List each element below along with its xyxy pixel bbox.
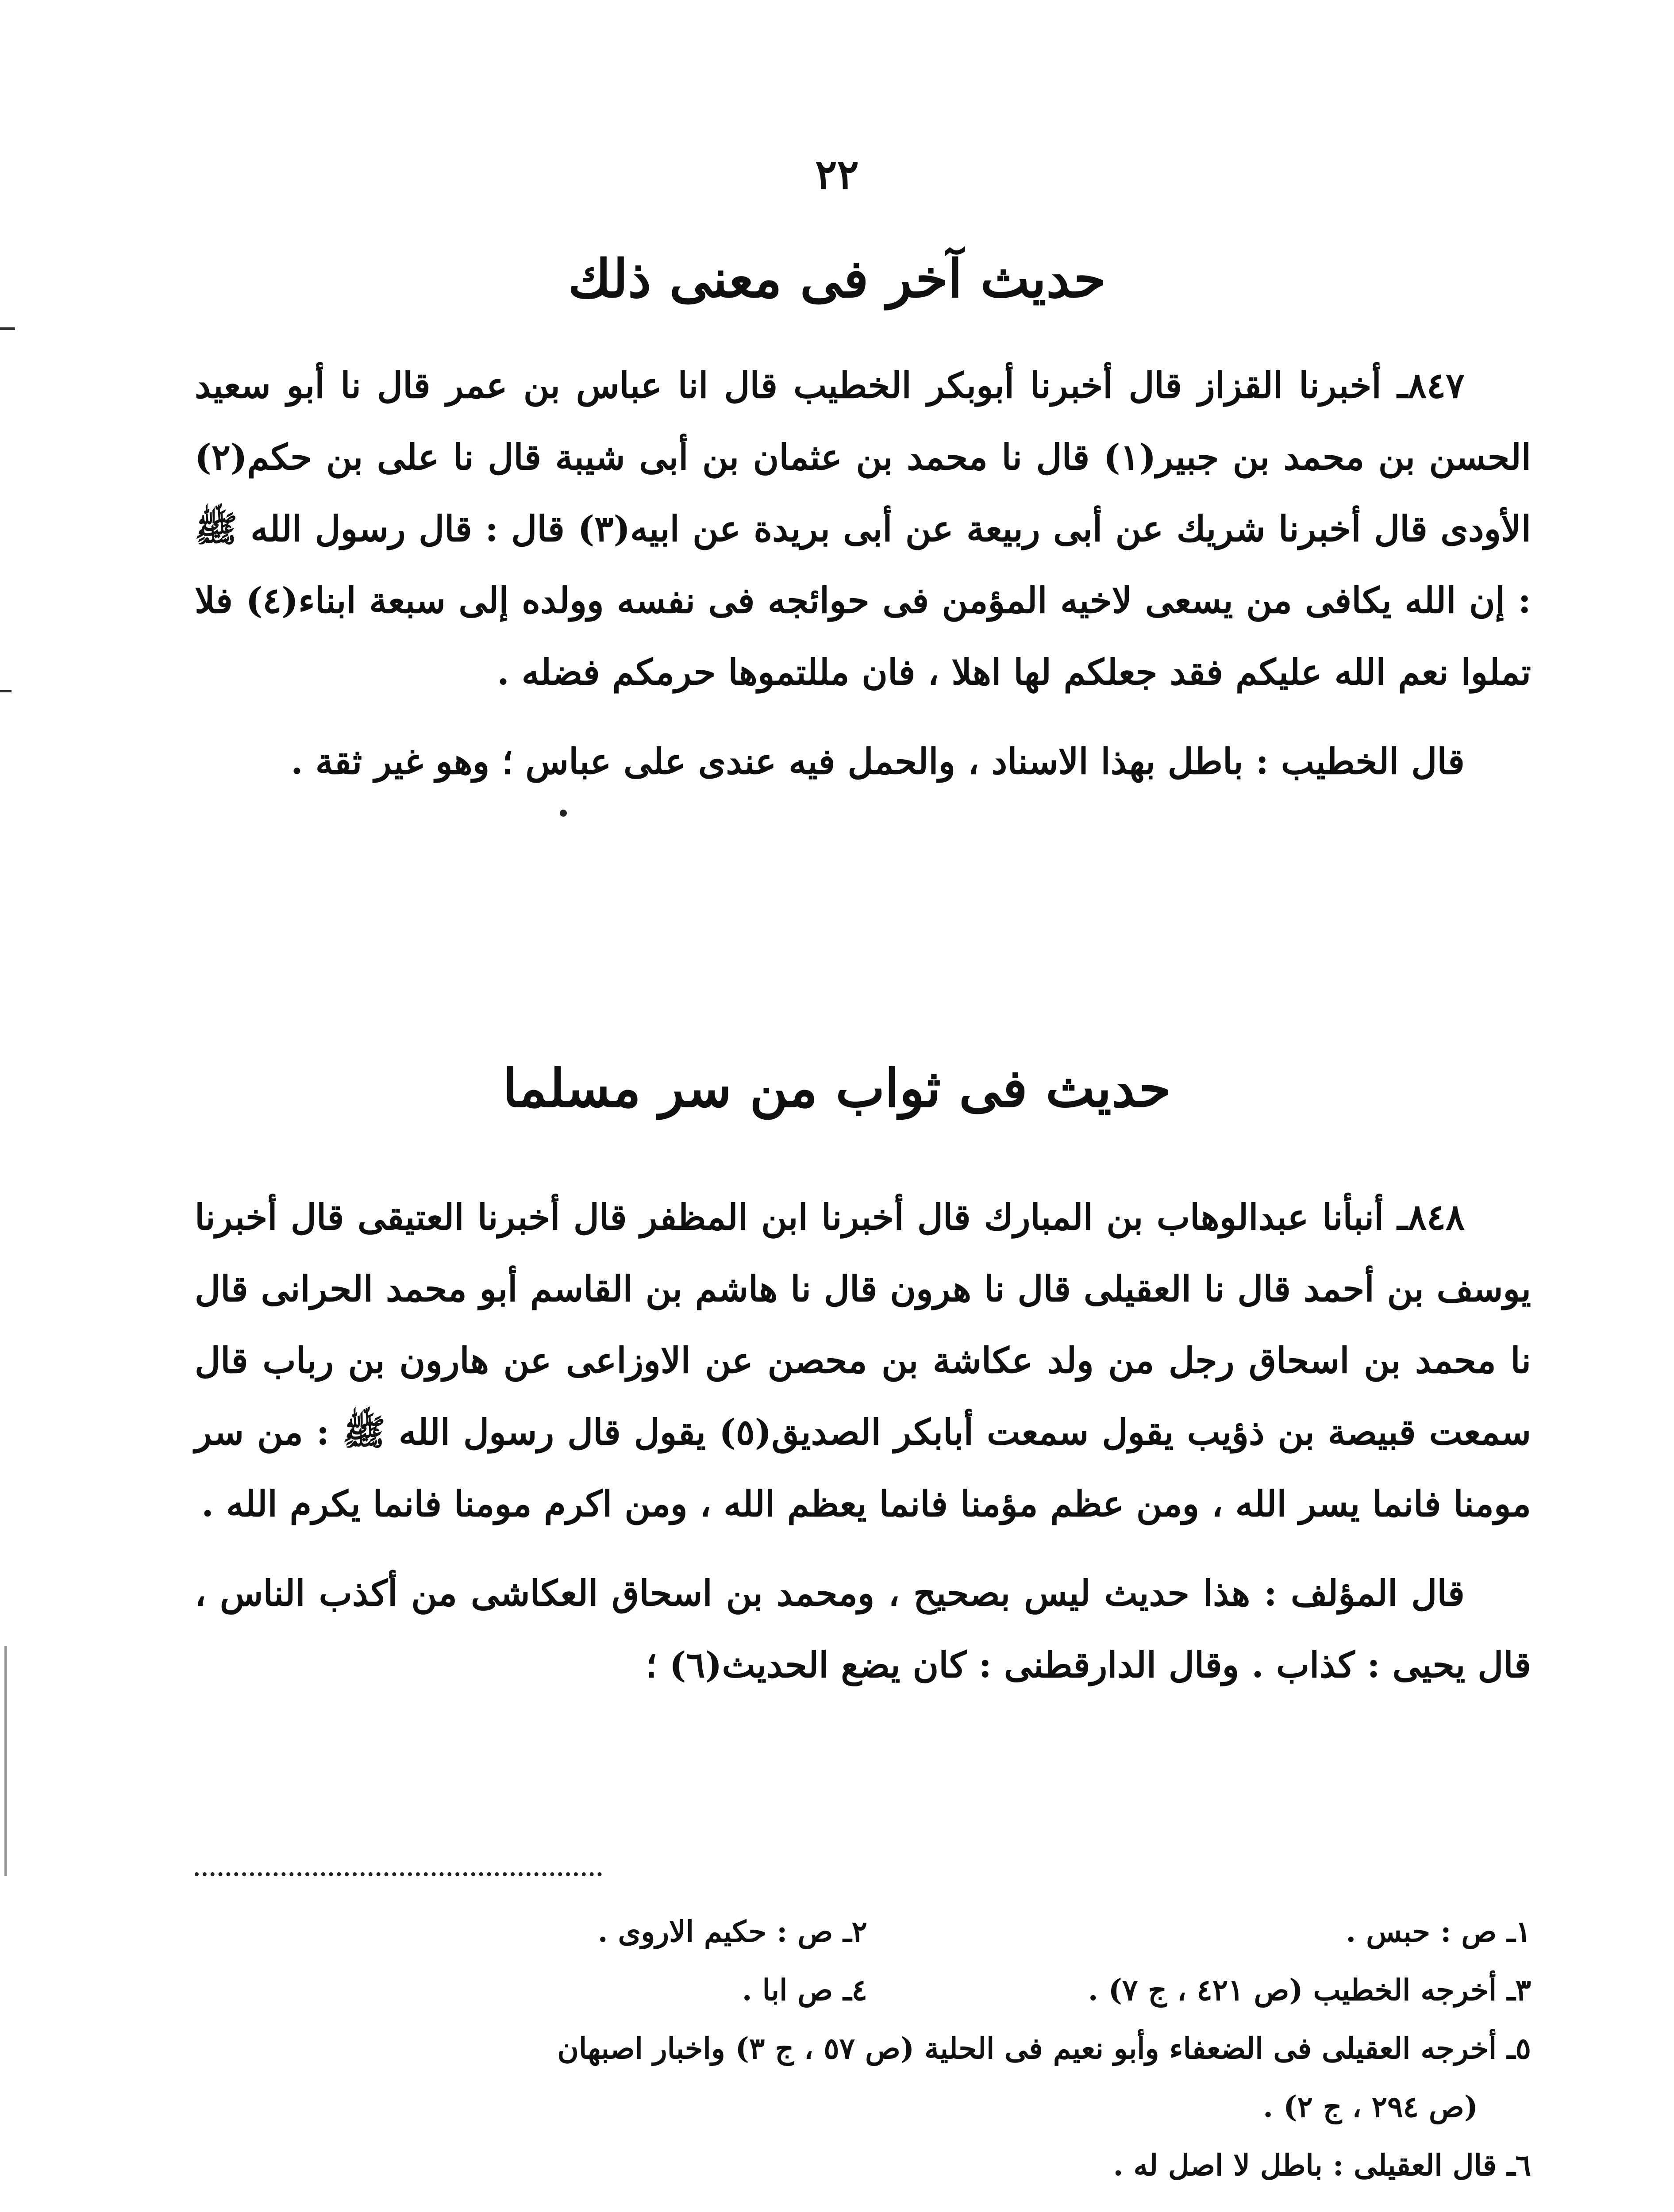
- scan-edge-mark: [0, 690, 12, 692]
- footnote-6: ٦ـ قال العقيلى : باطل لا اصل له .: [1113, 2148, 1531, 2182]
- stray-dot-mark: [560, 810, 567, 817]
- footnote-3: ٣ـ أخرجه الخطيب (ص ٤٢١ ، ج ٧) .: [1088, 1973, 1531, 2007]
- footnote-divider: [195, 1872, 602, 1876]
- footnote-row-2: [195, 1961, 1531, 2019]
- page-number: ٢٢: [815, 150, 859, 198]
- section-body-2: [195, 1181, 1531, 1701]
- section-body-1: [195, 349, 1531, 797]
- footnotes: [195, 1902, 1531, 2194]
- khatib-comment: قال الخطيب : باطل بهذا الاسناد ، والحمل فيه عندى على عباس ؛ وهو غير ثقة .: [290, 741, 1465, 782]
- footnote-5: ٥ـ أخرجه العقيلى فى الضعفاء وأبو نعيم فى الحلية (ص ٥٧ ، ج ٣) واخبار اصبهان: [557, 2031, 1531, 2066]
- footnote-5-continuation: (ص ٢٩٤ ، ج ٢) .: [1263, 2089, 1478, 2124]
- scan-edge-mark: [0, 327, 15, 330]
- section-heading-2: حديث فى ثواب من سر مسلما: [503, 1057, 1171, 1119]
- hadith-847: ٨٤٧ـ أخبرنا القزاز قال أخبرنا أبوبكر الخطيب قال انا عباس بن عمر قال نا أبو سعيد الحسن بن محمد بن جبير(١) قال نا محمد بن عثمان بن أبى شيبة قال نا على بن حكم(٢) الأودى قال أخبرنا شريك عن أبى ربيعة عن أبى بريدة عن ابيه(٣) قال : قال رسول الله ﷺ : إن الله يكافى من يسعى لاخيه المؤمن فى حوائجه فى نفسه وولده إلى سبعة ابناء(٤) فلا تملوا نعم الله عليكم فقد جعلكم لها اهلا ، فان مللتموها حرمكم فضله .: [195, 365, 1532, 693]
- footnote-row-1: [195, 1902, 1531, 1961]
- footnote-2: ٢ـ ص : حكيم الاروى .: [597, 1914, 867, 1949]
- section-heading-1: حديث آخر فى معنى ذلك: [568, 248, 1106, 309]
- footnote-1: ١ـ ص : حبس .: [1346, 1914, 1531, 1949]
- scan-edge-line: [4, 1646, 7, 1876]
- author-comment: قال المؤلف : هذا حديث ليس بصحيح ، ومحمد بن اسحاق العكاشى من أكذب الناس ، قال يحيى : كذاب . وقال الدارقطنى : كان يضع الحديث(٦) ؛: [195, 1572, 1531, 1686]
- hadith-848: ٨٤٨ـ أنبأنا عبدالوهاب بن المبارك قال أخبرنا ابن المظفر قال أخبرنا العتيقى قال أخبرنا يوسف بن أحمد قال نا العقيلى قال نا هرون قال نا هاشم بن القاسم أبو محمد الحرانى قال نا محمد بن اسحاق رجل من ولد عكاشة بن محصن عن الاوزاعى عن هارون بن رباب قال سمعت قبيصة بن ذؤيب يقول سمعت أبابكر الصديق(٥) يقول قال رسول الله ﷺ : من سر مومنا فانما يسر الله ، ومن عظم مؤمنا فانما يعظم الله ، ومن اكرم مومنا فانما يكرم الله .: [195, 1196, 1532, 1525]
- footnote-4: ٤ـ ص ابا .: [742, 1973, 867, 2007]
